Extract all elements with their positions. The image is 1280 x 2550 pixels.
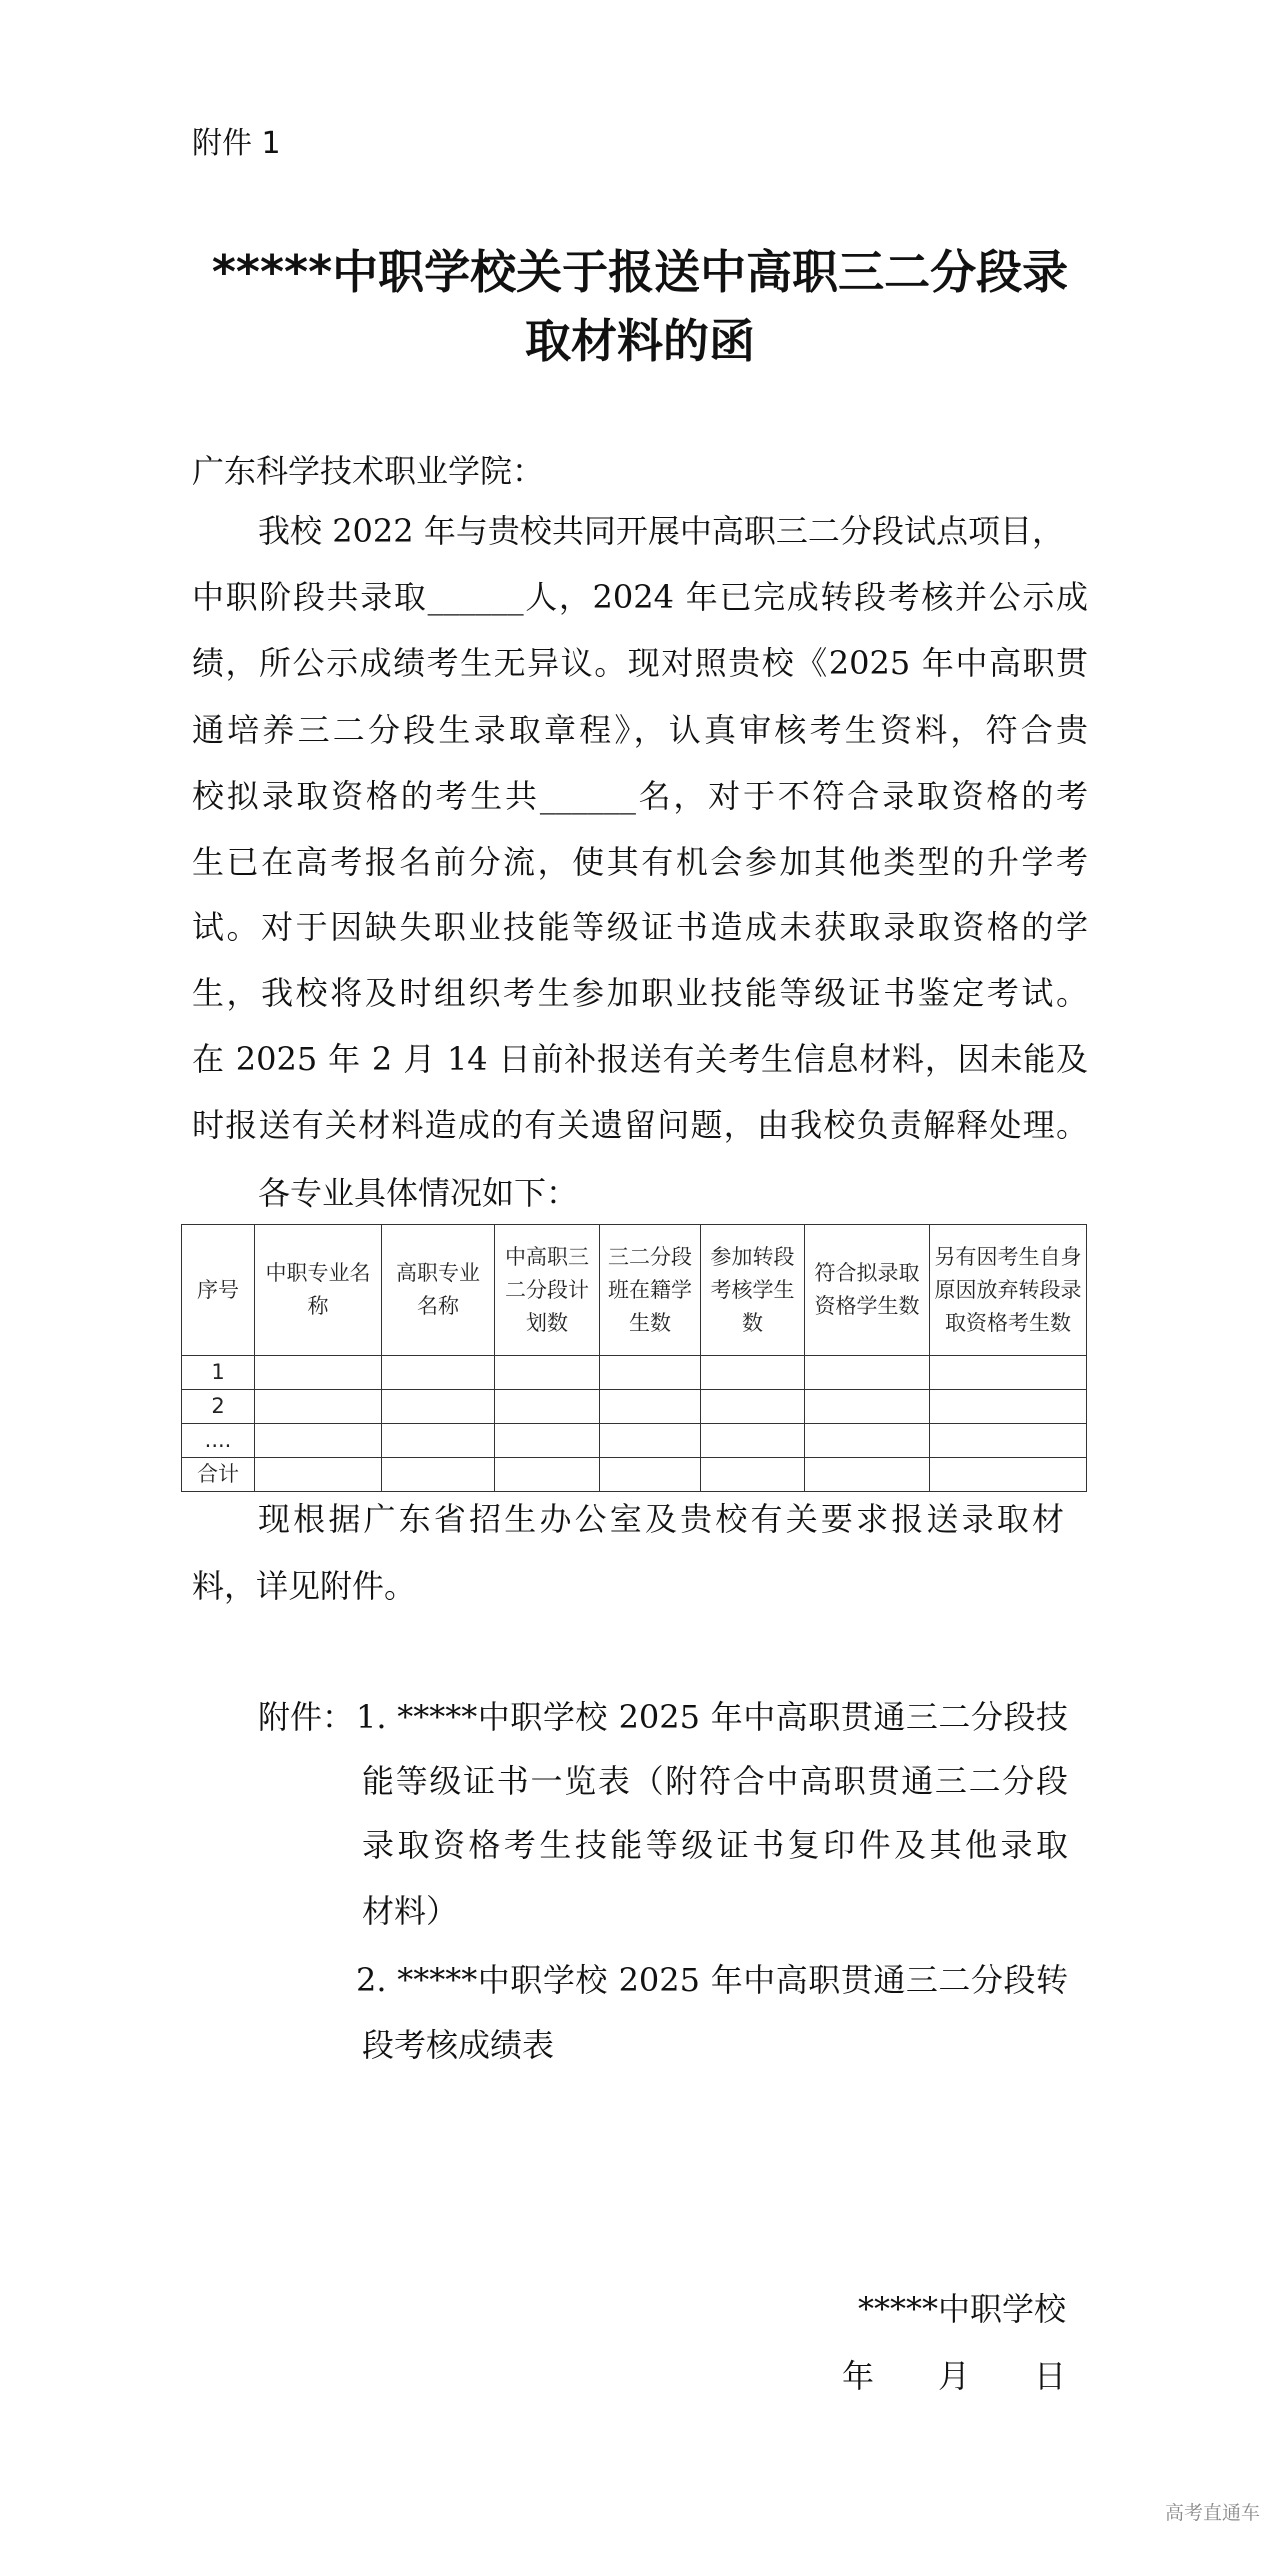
header-cell: 中职专业名称 [255, 1225, 382, 1356]
row-index: 合计 [182, 1458, 255, 1492]
body-line: 生已在高考报名前分流，使其有机会参加其他类型的升学考 [192, 843, 1088, 881]
header-cell: 参加转段考核学生数 [701, 1225, 805, 1356]
body-line: 校拟录取资格的考生共______名，对于不符合录取资格的考 [192, 777, 1088, 815]
attachment-line: 2. *****中职学校 2025 年中高职贯通三二分段转 [356, 1961, 1068, 1999]
body-line: 试。对于因缺失职业技能等级证书造成未获取录取资格的学 [192, 908, 1088, 946]
header-cell: 另有因考生自身原因放弃转段录取资格考生数 [930, 1225, 1087, 1356]
body-line: 中职阶段共录取______人，2024 年已完成转段考核并公示成 [192, 578, 1088, 616]
row-index: .... [182, 1424, 255, 1458]
row-index: 1 [182, 1356, 255, 1390]
attachment-line: 录取资格考生技能等级证书复印件及其他录取 [362, 1826, 1068, 1864]
header-cell: 中高职三二分段计划数 [495, 1225, 600, 1356]
attachments-label: 附件： [258, 1698, 355, 1736]
body-line: 通培养三二分段生录取章程》，认真审核考生资料，符合贵 [192, 711, 1088, 749]
body-line: 时报送有关材料造成的有关遗留问题，由我校负责解释处理。 [192, 1106, 1088, 1144]
header-cell: 序号 [182, 1225, 255, 1356]
header-cell: 符合拟录取资格学生数 [805, 1225, 930, 1356]
attachment-line: 材料） [362, 1892, 459, 1930]
attachment-line: 能等级证书一览表（附符合中高职贯通三二分段 [362, 1762, 1068, 1800]
closing-line: 现根据广东省招生办公室及贵校有关要求报送录取材 [258, 1500, 1064, 1538]
table-header-row [182, 1225, 1087, 1356]
table-row [182, 1390, 1087, 1424]
table-row [182, 1424, 1087, 1458]
body-line: 生，我校将及时组织考生参加职业技能等级证书鉴定考试。 [192, 974, 1088, 1012]
table-total-row [182, 1458, 1087, 1492]
closing-line: 料，详见附件。 [192, 1567, 417, 1605]
row-index: 2 [182, 1390, 255, 1424]
body-line: 绩，所公示成绩考生无异议。现对照贵校《2025 年中高职贯 [192, 644, 1088, 682]
watermark: 高考直通车 [1164, 2502, 1260, 2524]
table-row [182, 1356, 1087, 1390]
header-cell: 三二分段班在籍学生数 [600, 1225, 701, 1356]
header-cell: 高职专业名称 [382, 1225, 495, 1356]
attachment-line: 1. *****中职学校 2025 年中高职贯通三二分段技 [356, 1698, 1068, 1736]
doc-title-line-1: *****中职学校关于报送中高职三二分段录 [211, 245, 1069, 299]
doc-title-line-2: 取材料的函 [525, 314, 755, 368]
attachment-label: 附件 1 [192, 126, 281, 161]
body-line: 在 2025 年 2 月 14 日前补报送有关考生信息材料，因未能及 [192, 1040, 1088, 1078]
date: 年 月 日 [841, 2357, 1066, 2395]
body-line: 我校 2022 年与贵校共同开展中高职三二分段试点项目， [258, 512, 1064, 550]
majors-table [181, 1224, 1087, 1492]
attachment-line: 段考核成绩表 [362, 2026, 555, 2064]
table-intro: 各专业具体情况如下： [258, 1174, 579, 1212]
signature: *****中职学校 [857, 2290, 1066, 2328]
recipient: 广东科学技术职业学院： [192, 452, 545, 490]
